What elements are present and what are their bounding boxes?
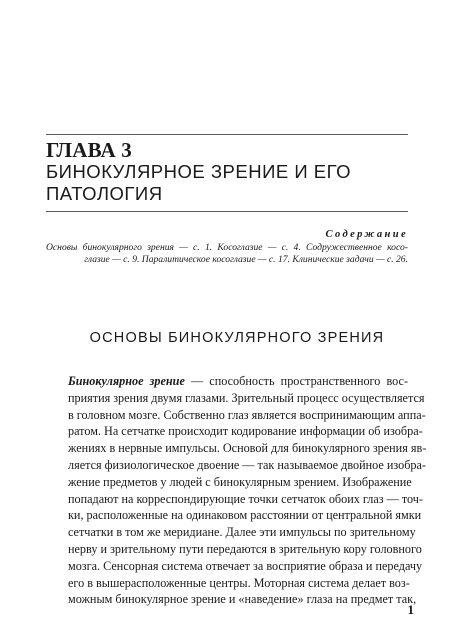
chapter-label: ГЛАВА 3 bbox=[46, 138, 133, 162]
chapter-rule-top bbox=[46, 134, 408, 135]
body-term: Бинокулярное зрение bbox=[68, 374, 185, 388]
body-line: приятия зрения двумя глазами. Зрительный процесс осуществляется bbox=[68, 390, 425, 405]
body-line: его в вышерасположенные центры. Моторная система делает воз- bbox=[68, 575, 410, 590]
contents-line-1: Основы бинокулярного зрения — с. 1. Косоглазие — с. 4. Содружественное косо- bbox=[46, 242, 408, 253]
contents-line-2: глазие — с. 9. Паралитическое косоглазие — с. 17. Клинические задачи — с. 26. bbox=[84, 253, 408, 265]
body-line: попадают на корреспондирующие точки сетчаток обоих глаз — точ- bbox=[68, 491, 423, 506]
section-heading: ОСНОВЫ БИНОКУЛЯРНОГО ЗРЕНИЯ bbox=[89, 330, 385, 346]
chapter-rule-bottom bbox=[46, 211, 408, 212]
body-line: ратом. На сетчатке происходит кодирование информации об изобра- bbox=[68, 424, 423, 439]
contents-list bbox=[46, 242, 408, 265]
body-line: жениях в нервные импульсы. Основой для бинокулярного зрения яв- bbox=[68, 441, 427, 456]
body-line: нерву и зрительному пути передаются в зрительную кору головного bbox=[68, 541, 422, 556]
page-number: 1 bbox=[407, 602, 414, 617]
body-line: в головном мозге. Собственно глаз является воспринимающим аппа- bbox=[68, 407, 426, 422]
body-text bbox=[68, 373, 427, 608]
body-line-1-rest: — способность пространственного вос- bbox=[184, 374, 408, 388]
body-line: ляется физиологическое двоение — так называемое двойное изобра- bbox=[68, 457, 426, 472]
contents-heading: Содержание bbox=[325, 229, 408, 240]
chapter-title-line-1: БИНОКУЛЯРНОЕ ЗРЕНИЕ И ЕГО bbox=[46, 161, 352, 182]
body-line: жение предметов у людей с бинокулярным зрением. Изображение bbox=[68, 474, 412, 489]
chapter-title bbox=[46, 161, 426, 205]
body-line: ки, расположенные на одинаковом расстоянии от центральной ямки bbox=[68, 508, 422, 523]
body-line: сетчатки в том же меридиане. Далее эти импульсы по зрительному bbox=[68, 525, 416, 540]
chapter-title-line-2: ПАТОЛОГИЯ bbox=[46, 183, 163, 204]
body-line: мозга. Сенсорная система отвечает за восприятие образа и передачу bbox=[68, 558, 423, 573]
body-line: можным бинокулярное зрение и «наведение» глаза на предмет так, bbox=[68, 592, 417, 607]
body-line-1 bbox=[68, 373, 408, 390]
